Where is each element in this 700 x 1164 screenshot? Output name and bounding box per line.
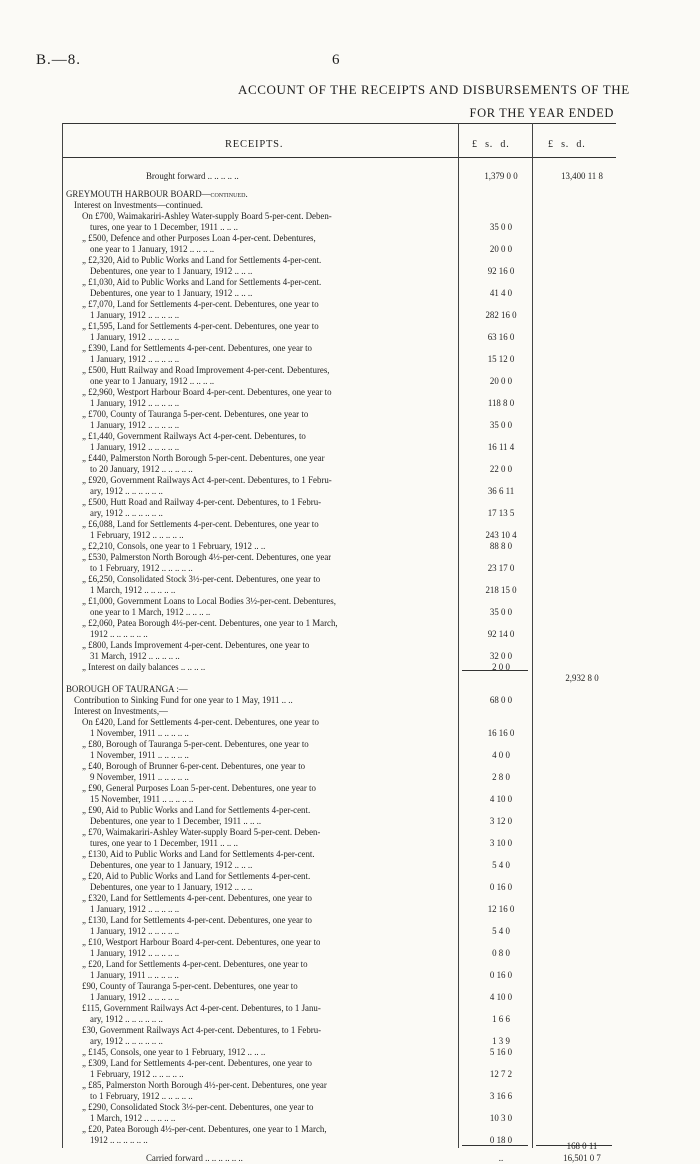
- row-description: Debentures, one year to 1 January, 1912 .. .. ..: [90, 266, 253, 276]
- row-description: 1 March, 1912 .. .. .. .. ..: [90, 585, 176, 595]
- row-amount: 5 16 0: [489, 1047, 513, 1057]
- row-amount: 0 18 0: [489, 1135, 513, 1145]
- row-amount: 218 15 0: [485, 585, 517, 595]
- row-description: „ £20, Aid to Public Works and Land for Settlements 4-per-cent.: [82, 871, 311, 881]
- row-description: Contribution to Sinking Fund for one year to 1 May, 1911 .. ..: [74, 695, 293, 705]
- row-total: 13,400 11 8: [561, 171, 603, 181]
- row-amount: 12 16 0: [487, 904, 515, 914]
- row-amount: 16 16 0: [487, 728, 515, 738]
- row-amount: 118 8 0: [487, 398, 515, 408]
- row-description: „ £1,000, Government Loans to Local Bodies 3½-per-cent. Debentures,: [82, 596, 336, 606]
- row-description: „ £2,960, Westport Harbour Board 4-per-cent. Debentures, one year to: [82, 387, 332, 397]
- row-amount: 5 4 0: [492, 860, 510, 870]
- tauranga-subtotal: 168 0 11: [566, 1141, 598, 1151]
- row-amount: 35 0 0: [489, 607, 513, 617]
- row-description: 1 January, 1912 .. .. .. .. ..: [90, 310, 180, 320]
- row-description: „ £530, Palmerston North Borough 4½-per-cent. Debentures, one year: [82, 552, 332, 562]
- row-description: „ Interest on daily balances .. .. .. ..: [82, 662, 206, 672]
- row-description: 1 January, 1912 .. .. .. .. ..: [90, 354, 180, 364]
- row-description: „ £145, Consols, one year to 1 February, 1912 .. .. ..: [82, 1047, 266, 1057]
- row-total: 2,932 8 0: [565, 673, 599, 683]
- row-amount: 36 6 11: [487, 486, 515, 496]
- row-description: „ £500, Hutt Railway and Road Improvement 4-per-cent. Debentures,: [82, 365, 330, 375]
- row-amount: 92 16 0: [487, 266, 515, 276]
- row-amount: 1 3 9: [492, 1036, 510, 1046]
- page-subtitle: FOR THE YEAR ENDED: [469, 106, 614, 120]
- row-amount: 2 0 0: [492, 662, 510, 672]
- row-amount: 35 0 0: [489, 420, 513, 430]
- page-title: ACCOUNT OF THE RECEIPTS AND DISBURSEMENTS OF THE: [238, 82, 630, 97]
- row-amount: 20 0 0: [489, 244, 513, 254]
- row-description: BOROUGH OF TAURANGA :—: [66, 684, 188, 694]
- row-description: 1 February, 1912 .. .. .. .. ..: [90, 530, 184, 540]
- row-description: „ £1,030, Aid to Public Works and Land for Settlements 4-per-cent.: [82, 277, 322, 287]
- row-amount: 1,379 0 0: [484, 171, 518, 181]
- row-description: „ £500, Hutt Road and Railway 4-per-cent. Debentures, to 1 Febru-: [82, 497, 322, 507]
- page-number: 6: [332, 52, 340, 68]
- row-description: „ £309, Land for Settlements 4-per-cent. Debentures, one year to: [82, 1058, 312, 1068]
- receipts-column-header: RECEIPTS.: [225, 139, 284, 150]
- row-amount: 92 14 0: [487, 629, 515, 639]
- row-description: „ £20, Land for Settlements 4-per-cent. Debentures, one year to: [82, 959, 308, 969]
- row-description: to 1 February, 1912 .. .. .. .. ..: [90, 563, 193, 573]
- row-amount: 23 17 0: [487, 563, 515, 573]
- row-description: one year to 1 January, 1912 .. .. .. ..: [90, 376, 215, 386]
- row-description: 31 March, 1912 .. .. .. .. ..: [90, 651, 180, 661]
- row-amount: 20 0 0: [489, 376, 513, 386]
- row-description: £30, Government Railways Act 4-per-cent. Debentures, to 1 Febru-: [82, 1025, 322, 1035]
- row-amount: 22 0 0: [489, 464, 513, 474]
- row-description: 1912 .. .. .. .. .. ..: [90, 629, 148, 639]
- row-description: 1912 .. .. .. .. .. ..: [90, 1135, 148, 1145]
- row-description: „ £320, Land for Settlements 4-per-cent. Debentures, one year to: [82, 893, 312, 903]
- row-amount: 4 10 0: [489, 992, 513, 1002]
- row-description: to 20 January, 1912 .. .. .. .. ..: [90, 464, 193, 474]
- row-description: Debentures, one year to 1 January, 1912 .. .. ..: [90, 288, 253, 298]
- row-amount: 32 0 0: [489, 651, 513, 661]
- row-description: „ £700, County of Tauranga 5-per-cent. Debentures, one year to: [82, 409, 309, 419]
- column-divider-left: [62, 123, 63, 1148]
- row-description: 1 March, 1912 .. .. .. .. ..: [90, 1113, 176, 1123]
- row-description: Brought forward .. .. .. .. ..: [146, 171, 239, 181]
- row-amount: 5 4 0: [492, 926, 510, 936]
- row-amount: 3 12 0: [489, 816, 513, 826]
- amount-column-header: £ s. d.: [472, 139, 510, 150]
- row-description: ary, 1912 .. .. .. .. .. ..: [90, 486, 163, 496]
- row-description: GREYMOUTH HARBOUR BOARD—continued.: [66, 189, 248, 199]
- row-description: ary, 1912 .. .. .. .. .. ..: [90, 1014, 163, 1024]
- row-description: 9 November, 1911 .. .. .. .. ..: [90, 772, 189, 782]
- row-description: tures, one year to 1 December, 1911 .. .. ..: [90, 838, 238, 848]
- row-description: ary, 1912 .. .. .. .. .. ..: [90, 508, 163, 518]
- row-description: „ £390, Land for Settlements 4-per-cent. Debentures, one year to: [82, 343, 312, 353]
- row-description: „ £90, General Purposes Loan 5-per-cent. Debentures, one year to: [82, 783, 316, 793]
- row-description: „ £40, Borough of Brunner 6-per-cent. Debentures, one year to: [82, 761, 306, 771]
- row-amount: 41 4 0: [489, 288, 513, 298]
- row-description: „ £1,440, Government Railways Act 4-per-cent. Debentures, to: [82, 431, 306, 441]
- row-description: £90, County of Tauranga 5-per-cent. Debentures, one year to: [82, 981, 298, 991]
- row-amount: 2 8 0: [492, 772, 510, 782]
- row-description: „ £290, Consolidated Stock 3½-per-cent. Debentures, one year to: [82, 1102, 314, 1112]
- row-description: 1 January, 1912 .. .. .. .. ..: [90, 904, 180, 914]
- carried-forward-total: 16,501 0 7: [563, 1153, 601, 1163]
- row-description: 1 January, 1912 .. .. .. .. ..: [90, 398, 180, 408]
- row-amount: 3 10 0: [489, 838, 513, 848]
- row-description: „ £800, Lands Improvement 4-per-cent. Debentures, one year to: [82, 640, 310, 650]
- row-description: „ £10, Westport Harbour Board 4-per-cent. Debentures, one year to: [82, 937, 321, 947]
- carried-forward-row: [66, 1152, 612, 1163]
- row-description: Debentures, one year to 1 December, 1911 .. .. ..: [90, 816, 262, 826]
- row-description: „ £920, Government Railways Act 4-per-cent. Debentures, to 1 Febru-: [82, 475, 332, 485]
- row-description: one year to 1 March, 1912 .. .. .. ..: [90, 607, 211, 617]
- row-description: 1 January, 1912 .. .. .. .. ..: [90, 926, 180, 936]
- row-description: 1 January, 1911 .. .. .. .. ..: [90, 970, 179, 980]
- row-description: 1 January, 1912 .. .. .. .. ..: [90, 420, 180, 430]
- row-amount: 10 3 0: [489, 1113, 513, 1123]
- row-description: 1 February, 1912 .. .. .. .. ..: [90, 1069, 184, 1079]
- row-description: 1 January, 1912 .. .. .. .. ..: [90, 332, 180, 342]
- row-description: „ £85, Palmerston North Borough 4½-per-cent. Debentures, one year: [82, 1080, 327, 1090]
- carried-forward-amount: ..: [498, 1153, 504, 1163]
- row-description: „ £500, Defence and other Purposes Loan 4-per-cent. Debentures,: [82, 233, 316, 243]
- row-description: On £700, Waimakariri-Ashley Water-supply Board 5-per-cent. Deben-: [82, 211, 332, 221]
- row-description: Interest on Investments,—: [74, 706, 168, 716]
- row-description: „ £70, Waimakariri-Ashley Water-supply Board 5-per-cent. Deben-: [82, 827, 321, 837]
- table-row: [66, 170, 612, 183]
- row-description: „ £2,210, Consols, one year to 1 February, 1912 .. ..: [82, 541, 266, 551]
- row-amount: 0 8 0: [492, 948, 510, 958]
- row-amount: 12 7 2: [489, 1069, 513, 1079]
- row-description: to 1 February, 1912 .. .. .. .. ..: [90, 1091, 193, 1101]
- total-column-header: £ s. d.: [548, 139, 586, 150]
- row-description: one year to 1 January, 1912 .. .. .. ..: [90, 244, 215, 254]
- row-description: „ £1,595, Land for Settlements 4-per-cent. Debentures, one year to: [82, 321, 319, 331]
- row-amount: 88 8 0: [489, 541, 513, 551]
- row-amount: 243 10 4: [485, 530, 517, 540]
- row-amount: 282 16 0: [485, 310, 517, 320]
- row-description: „ £7,070, Land for Settlements 4-per-cent. Debentures, one year to: [82, 299, 319, 309]
- document-reference: B.—8.: [36, 52, 82, 68]
- row-amount: 4 0 0: [492, 750, 510, 760]
- row-description: Debentures, one year to 1 January, 1912 .. .. ..: [90, 860, 253, 870]
- row-description: 1 January, 1912 .. .. .. .. ..: [90, 992, 180, 1002]
- row-description: „ £440, Palmerston North Borough 5-per-cent. Debentures, one year: [82, 453, 325, 463]
- row-amount: 4 10 0: [489, 794, 513, 804]
- row-amount: 35 0 0: [489, 222, 513, 232]
- row-description: On £420, Land for Settlements 4-per-cent. Debentures, one year to: [82, 717, 319, 727]
- row-description: „ £130, Aid to Public Works and Land for Settlements 4-per-cent.: [82, 849, 315, 859]
- row-amount: 0 16 0: [489, 882, 513, 892]
- row-amount: 17 13 5: [487, 508, 515, 518]
- row-amount: 3 16 6: [489, 1091, 513, 1101]
- row-amount: 68 0 0: [489, 695, 513, 705]
- row-description: Interest on Investments—continued.: [74, 200, 203, 210]
- row-description: 1 January, 1912 .. .. .. .. ..: [90, 442, 180, 452]
- row-description: 1 November, 1911 .. .. .. .. ..: [90, 750, 189, 760]
- row-amount: 0 16 0: [489, 970, 513, 980]
- row-description: „ £6,250, Consolidated Stock 3½-per-cent. Debentures, one year to: [82, 574, 321, 584]
- row-amount: 16 11 4: [487, 442, 515, 452]
- row-description: 1 November, 1911 .. .. .. .. ..: [90, 728, 189, 738]
- greymouth-subtotal-rule: [462, 670, 528, 671]
- row-description: ary, 1912 .. .. .. .. .. ..: [90, 1036, 163, 1046]
- row-description: „ £2,060, Patea Borough 4½-per-cent. Debentures, one year to 1 March,: [82, 618, 338, 628]
- row-description: 1 January, 1912 .. .. .. .. ..: [90, 948, 180, 958]
- row-description: Debentures, one year to 1 January, 1912 .. .. ..: [90, 882, 253, 892]
- row-amount: 63 16 0: [487, 332, 515, 342]
- row-amount: 1 6 6: [492, 1014, 510, 1024]
- row-description: „ £6,088, Land for Settlements 4-per-cent. Debentures, one year to: [82, 519, 319, 529]
- row-description: 15 November, 1911 .. .. .. .. ..: [90, 794, 194, 804]
- row-description: „ £130, Land for Settlements 4-per-cent. Debentures, one year to: [82, 915, 312, 925]
- carried-forward-label: Carried forward .. .. .. .. .. ..: [146, 1153, 243, 1163]
- row-description: „ £90, Aid to Public Works and Land for Settlements 4-per-cent.: [82, 805, 311, 815]
- row-description: tures, one year to 1 December, 1911 .. .. ..: [90, 222, 238, 232]
- row-description: „ £20, Patea Borough 4½-per-cent. Debentures, one year to 1 March,: [82, 1124, 327, 1134]
- row-amount: 15 12 0: [487, 354, 515, 364]
- row-description: £115, Government Railways Act 4-per-cent. Debentures, to 1 Janu-: [82, 1003, 321, 1013]
- row-description: „ £2,320, Aid to Public Works and Land for Settlements 4-per-cent.: [82, 255, 322, 265]
- row-description: „ £80, Borough of Tauranga 5-per-cent. Debentures, one year to: [82, 739, 309, 749]
